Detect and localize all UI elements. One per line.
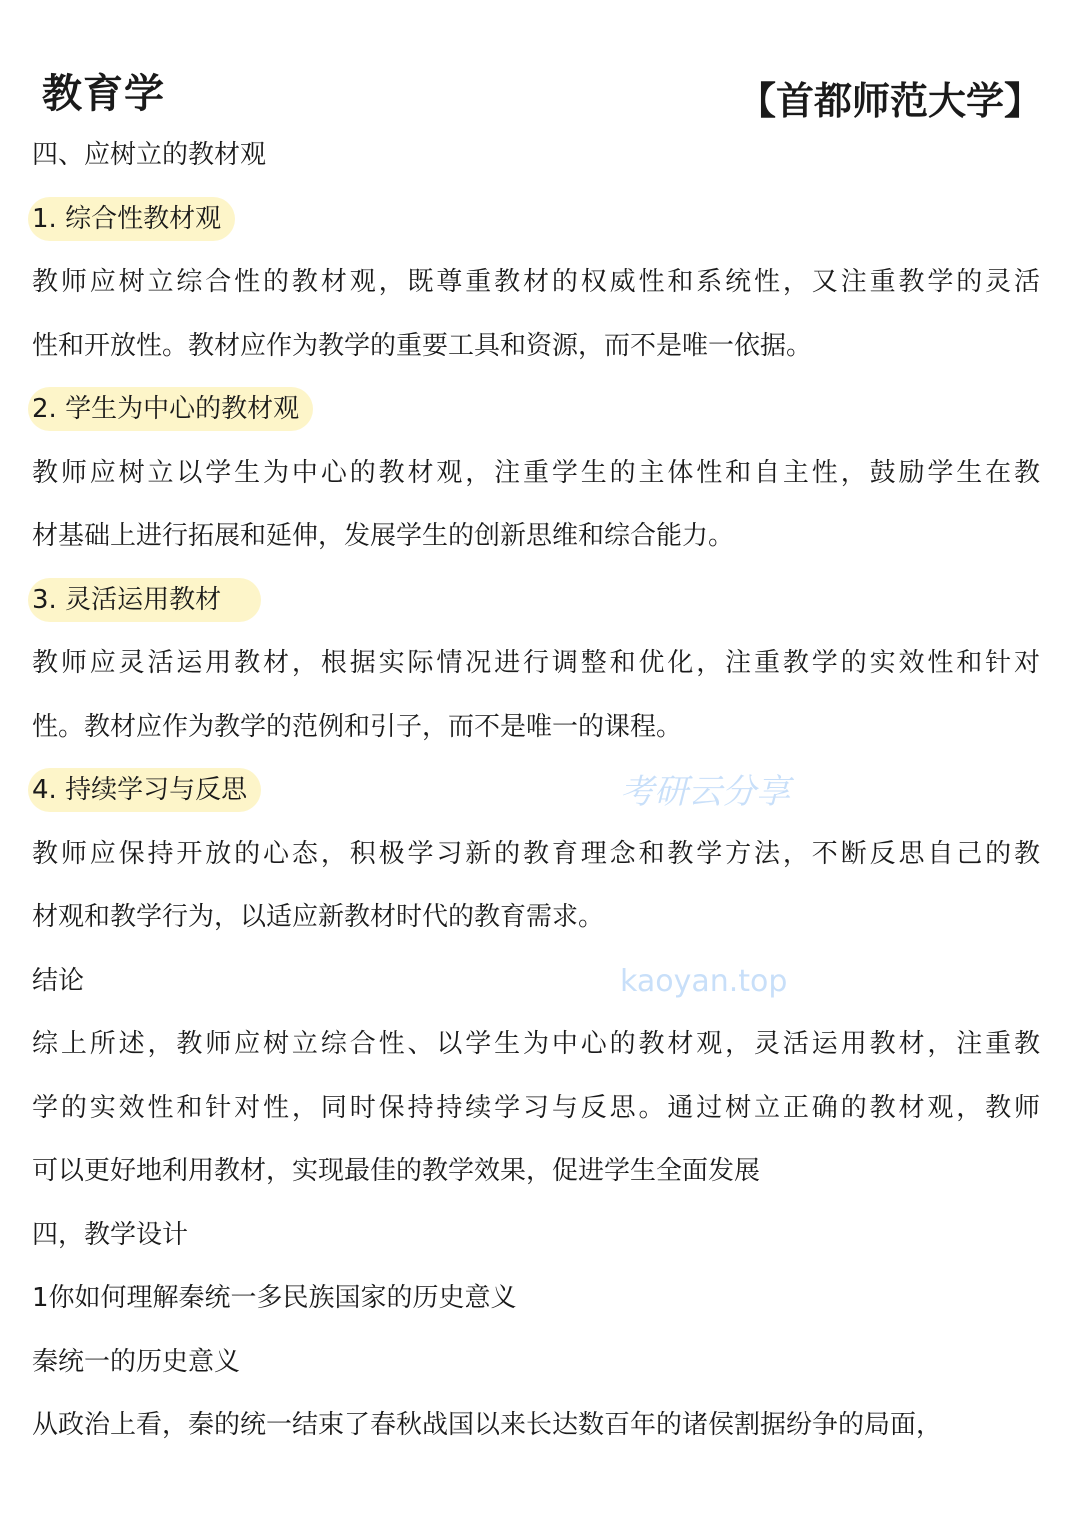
paragraph-line: 教师应灵活运用教材，根据实际情况进行调整和优化，注重教学的实效性和针对: [32, 648, 1040, 678]
design-heading: 四，教学设计: [32, 1220, 189, 1250]
paragraph-line: 教师应树立综合性的教材观，既尊重教材的权威性和系统性，又注重教学的灵活: [32, 267, 1040, 297]
paragraph-line: 教师应树立以学生为中心的教材观，注重学生的主体性和自主性，鼓励学生在教: [32, 458, 1040, 488]
conclusion-heading: 结论: [32, 966, 85, 996]
question: 1你如何理解秦统一多民族国家的历史意义: [32, 1283, 517, 1313]
subheading: 秦统一的历史意义: [32, 1347, 241, 1377]
paragraph-line: 材观和教学行为，以适应新教材时代的教育需求。: [32, 902, 605, 932]
section-heading: 四、应树立的教材观: [32, 140, 267, 170]
watermark-url: kaoyan.top: [620, 964, 788, 999]
paragraph-line: 综上所述，教师应树立综合性、以学生为中心的教材观，灵活运用教材，注重教: [32, 1029, 1040, 1059]
paragraph-line: 材基础上进行拓展和延伸，发展学生的创新思维和综合能力。: [32, 521, 735, 551]
doc-title: 教育学: [42, 71, 165, 117]
paragraph-line: 性和开放性。教材应作为教学的重要工具和资源，而不是唯一依据。: [32, 331, 813, 361]
paragraph-line: 教师应保持开放的心态，积极学习新的教育理念和教学方法，不断反思自己的教: [32, 839, 1040, 869]
school-label: 【首都师范大学】: [737, 79, 1042, 123]
item-heading: 3. 灵活运用教材: [28, 578, 261, 622]
item-heading: 1. 综合性教材观: [28, 197, 235, 241]
paragraph-line: 学的实效性和针对性，同时保持持续学习与反思。通过树立正确的教材观，教师: [32, 1093, 1040, 1123]
item-heading: 2. 学生为中心的教材观: [28, 387, 313, 431]
item-heading: 4. 持续学习与反思: [28, 768, 261, 812]
paragraph-line: 从政治上看，秦的统一结束了春秋战国以来长达数百年的诸侯割据纷争的局面，: [32, 1410, 943, 1440]
watermark-cn: 考研云分享: [620, 772, 790, 812]
paragraph-line: 可以更好地利用教材，实现最佳的教学效果，促进学生全面发展: [32, 1156, 761, 1186]
paragraph-line: 性。教材应作为教学的范例和引子，而不是唯一的课程。: [32, 712, 683, 742]
